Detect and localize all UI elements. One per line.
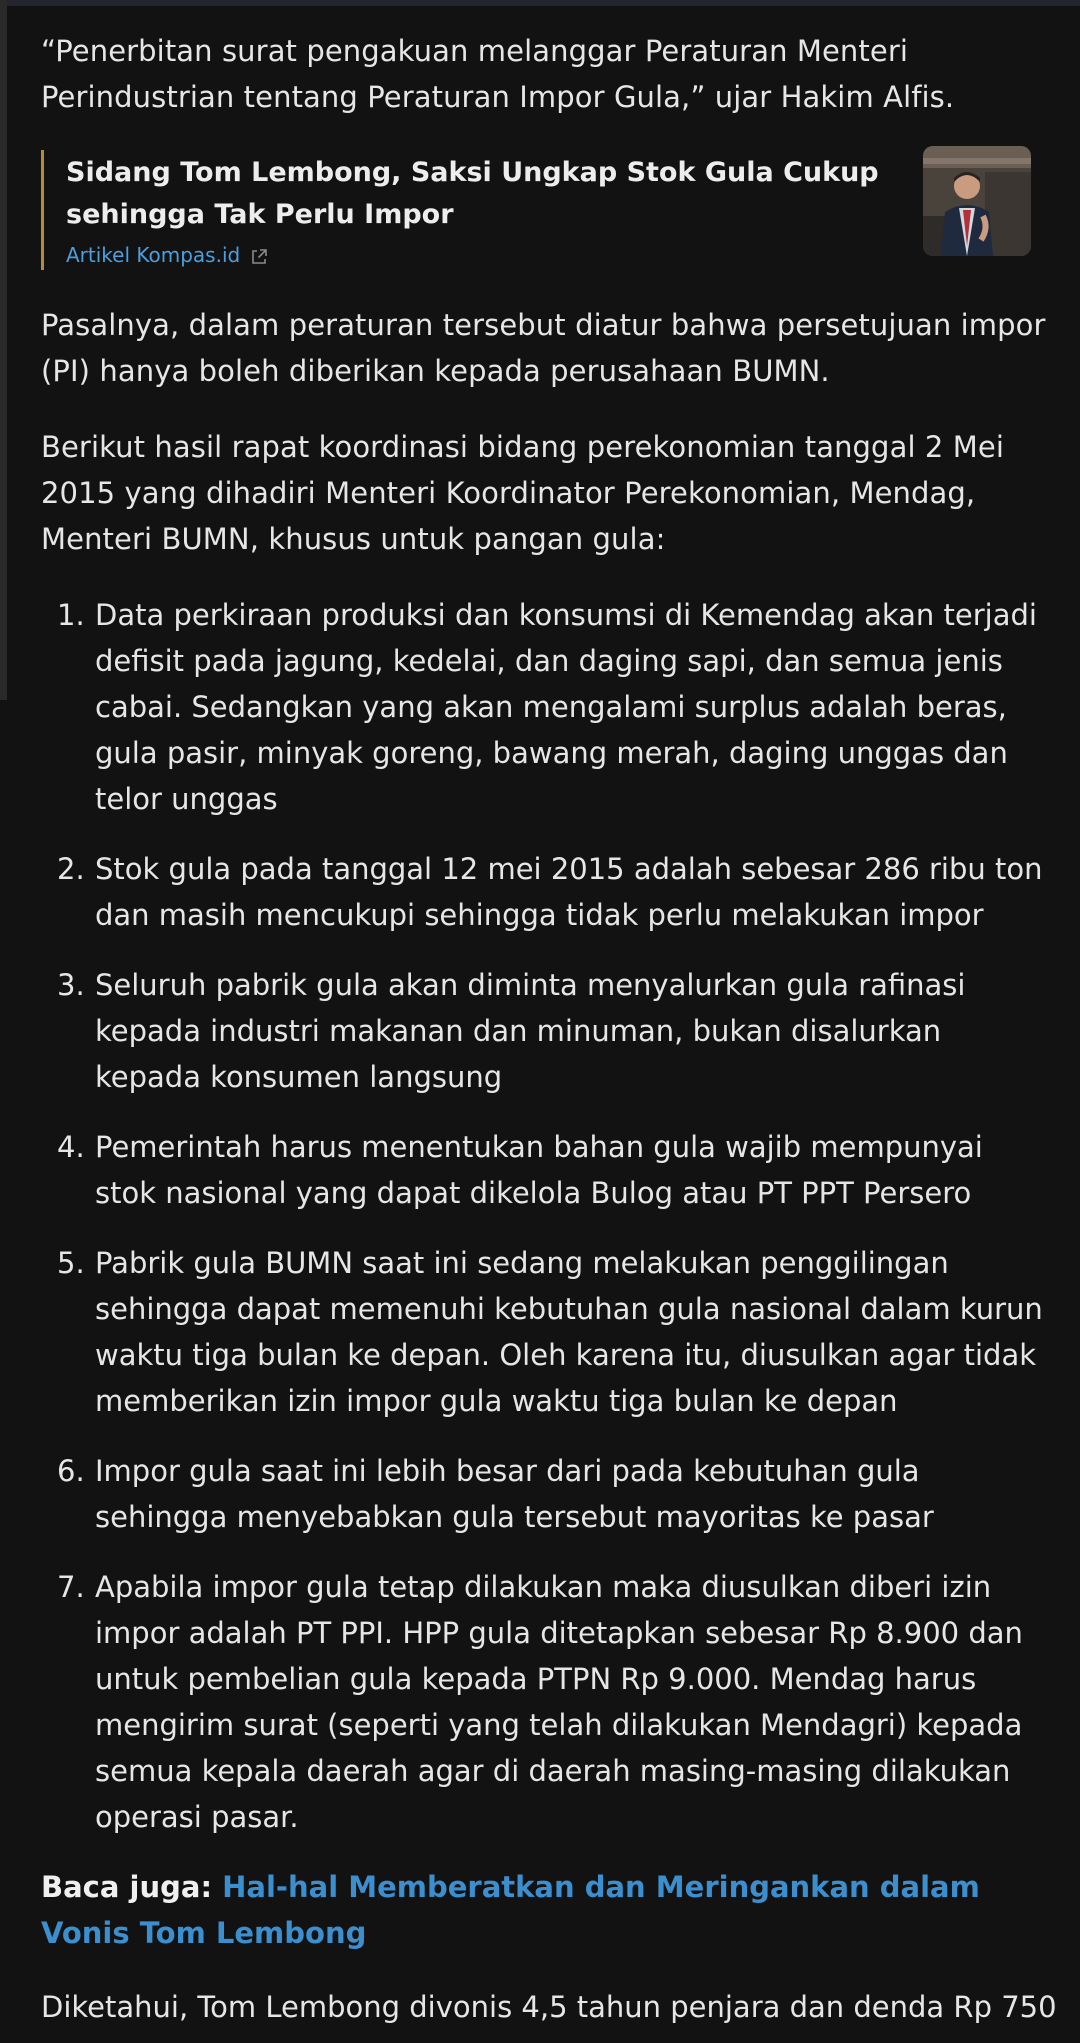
paragraph-rapat-koordinasi: Berikut hasil rapat koordinasi bidang perekonomian tanggal 2 Mei 2015 yang dihadiri Menteri Koordinator Perekonomian, Mendag, Menteri BUMN, khusus untuk pangan gula: bbox=[41, 430, 1005, 556]
left-rail bbox=[0, 0, 7, 700]
list-item bbox=[41, 962, 1051, 1100]
paragraph-persetujuan-impor: Pasalnya, dalam peraturan tersebut diatur bahwa persetujuan impor (PI) hanya boleh diberikan kepada perusahaan BUMN. bbox=[41, 308, 1046, 388]
list-item bbox=[41, 1240, 1051, 1424]
external-link-icon bbox=[250, 246, 268, 264]
list-item-text: Impor gula saat ini lebih besar dari pada kebutuhan gula sehingga menyebabkan gula tersebut mayoritas ke pasar bbox=[95, 1454, 934, 1534]
list-item bbox=[41, 846, 1051, 938]
meeting-results-list bbox=[41, 592, 1051, 1840]
list-item-text: Apabila impor gula tetap dilakukan maka diusulkan diberi izin impor adalah PT PPI. HPP gula ditetapkan sebesar Rp 8.900 dan untuk pembelian gula kepada PTPN Rp 9.000. Mendag harus mengirim surat (seperti yang telah dilakukan Mendagri) kepada semua kepala daerah agar di daerah masing-masing dilakukan operasi pasar. bbox=[95, 1570, 1023, 1834]
list-item bbox=[41, 1564, 1051, 1840]
list-item-number: 6. bbox=[57, 1454, 85, 1488]
list-item-number: 5. bbox=[57, 1246, 85, 1280]
baca-juga-label: Baca juga: bbox=[41, 1870, 213, 1904]
paragraph-vonis: Diketahui, Tom Lembong divonis 4,5 tahun penjara dan denda Rp 750 bbox=[41, 1990, 1057, 2024]
list-item-number: 1. bbox=[57, 598, 85, 632]
related-article-thumbnail[interactable] bbox=[923, 146, 1031, 256]
list-item-text: Seluruh pabrik gula akan diminta menyalurkan gula rafinasi kepada industri makanan dan minuman, bukan disalurkan kepada konsumen langsung bbox=[95, 968, 966, 1094]
article-body bbox=[41, 28, 1057, 2030]
related-article-card[interactable] bbox=[41, 150, 1051, 270]
list-item bbox=[41, 1448, 1051, 1540]
baca-juga bbox=[41, 1864, 1051, 1956]
quote-paragraph: “Penerbitan surat pengakuan melanggar Peraturan Menteri Perindustrian tentang Peraturan Impor Gula,” ujar Hakim Alfis. bbox=[41, 34, 955, 114]
list-item bbox=[41, 1124, 1051, 1216]
list-item-number: 2. bbox=[57, 852, 85, 886]
related-article-title[interactable]: Sidang Tom Lembong, Saksi Ungkap Stok Gula Cukup sehingga Tak Perlu Impor bbox=[66, 157, 879, 230]
baca-juga-link[interactable]: Hal-hal Memberatkan dan Meringankan dalam Vonis Tom Lembong bbox=[41, 1870, 980, 1950]
related-source-label: Artikel Kompas.id bbox=[66, 243, 241, 267]
list-item-number: 7. bbox=[57, 1570, 85, 1604]
list-item-number: 3. bbox=[57, 968, 85, 1002]
list-item-text: Stok gula pada tanggal 12 mei 2015 adalah sebesar 286 ribu ton dan masih mencukupi sehingga tidak perlu melakukan impor bbox=[95, 852, 1043, 932]
list-item-text: Data perkiraan produksi dan konsumsi di Kemendag akan terjadi defisit pada jagung, kedelai, dan daging sapi, dan semua jenis cabai. Sedangkan yang akan mengalami surplus adalah beras, gula pasir, minyak goreng, bawang merah, daging unggas dan telor unggas bbox=[95, 598, 1037, 816]
list-item-number: 4. bbox=[57, 1130, 85, 1164]
list-item-text: Pemerintah harus menentukan bahan gula wajib mempunyai stok nasional yang dapat dikelola Bulog atau PT PPT Persero bbox=[95, 1130, 983, 1210]
top-edge bbox=[0, 0, 1080, 6]
list-item bbox=[41, 592, 1051, 822]
related-article-source[interactable] bbox=[66, 242, 1051, 268]
list-item-text: Pabrik gula BUMN saat ini sedang melakukan penggilingan sehingga dapat memenuhi kebutuhan gula nasional dalam kurun waktu tiga bulan ke depan. Oleh karena itu, diusulkan agar tidak memberikan izin impor gula waktu tiga bulan ke depan bbox=[95, 1246, 1043, 1418]
